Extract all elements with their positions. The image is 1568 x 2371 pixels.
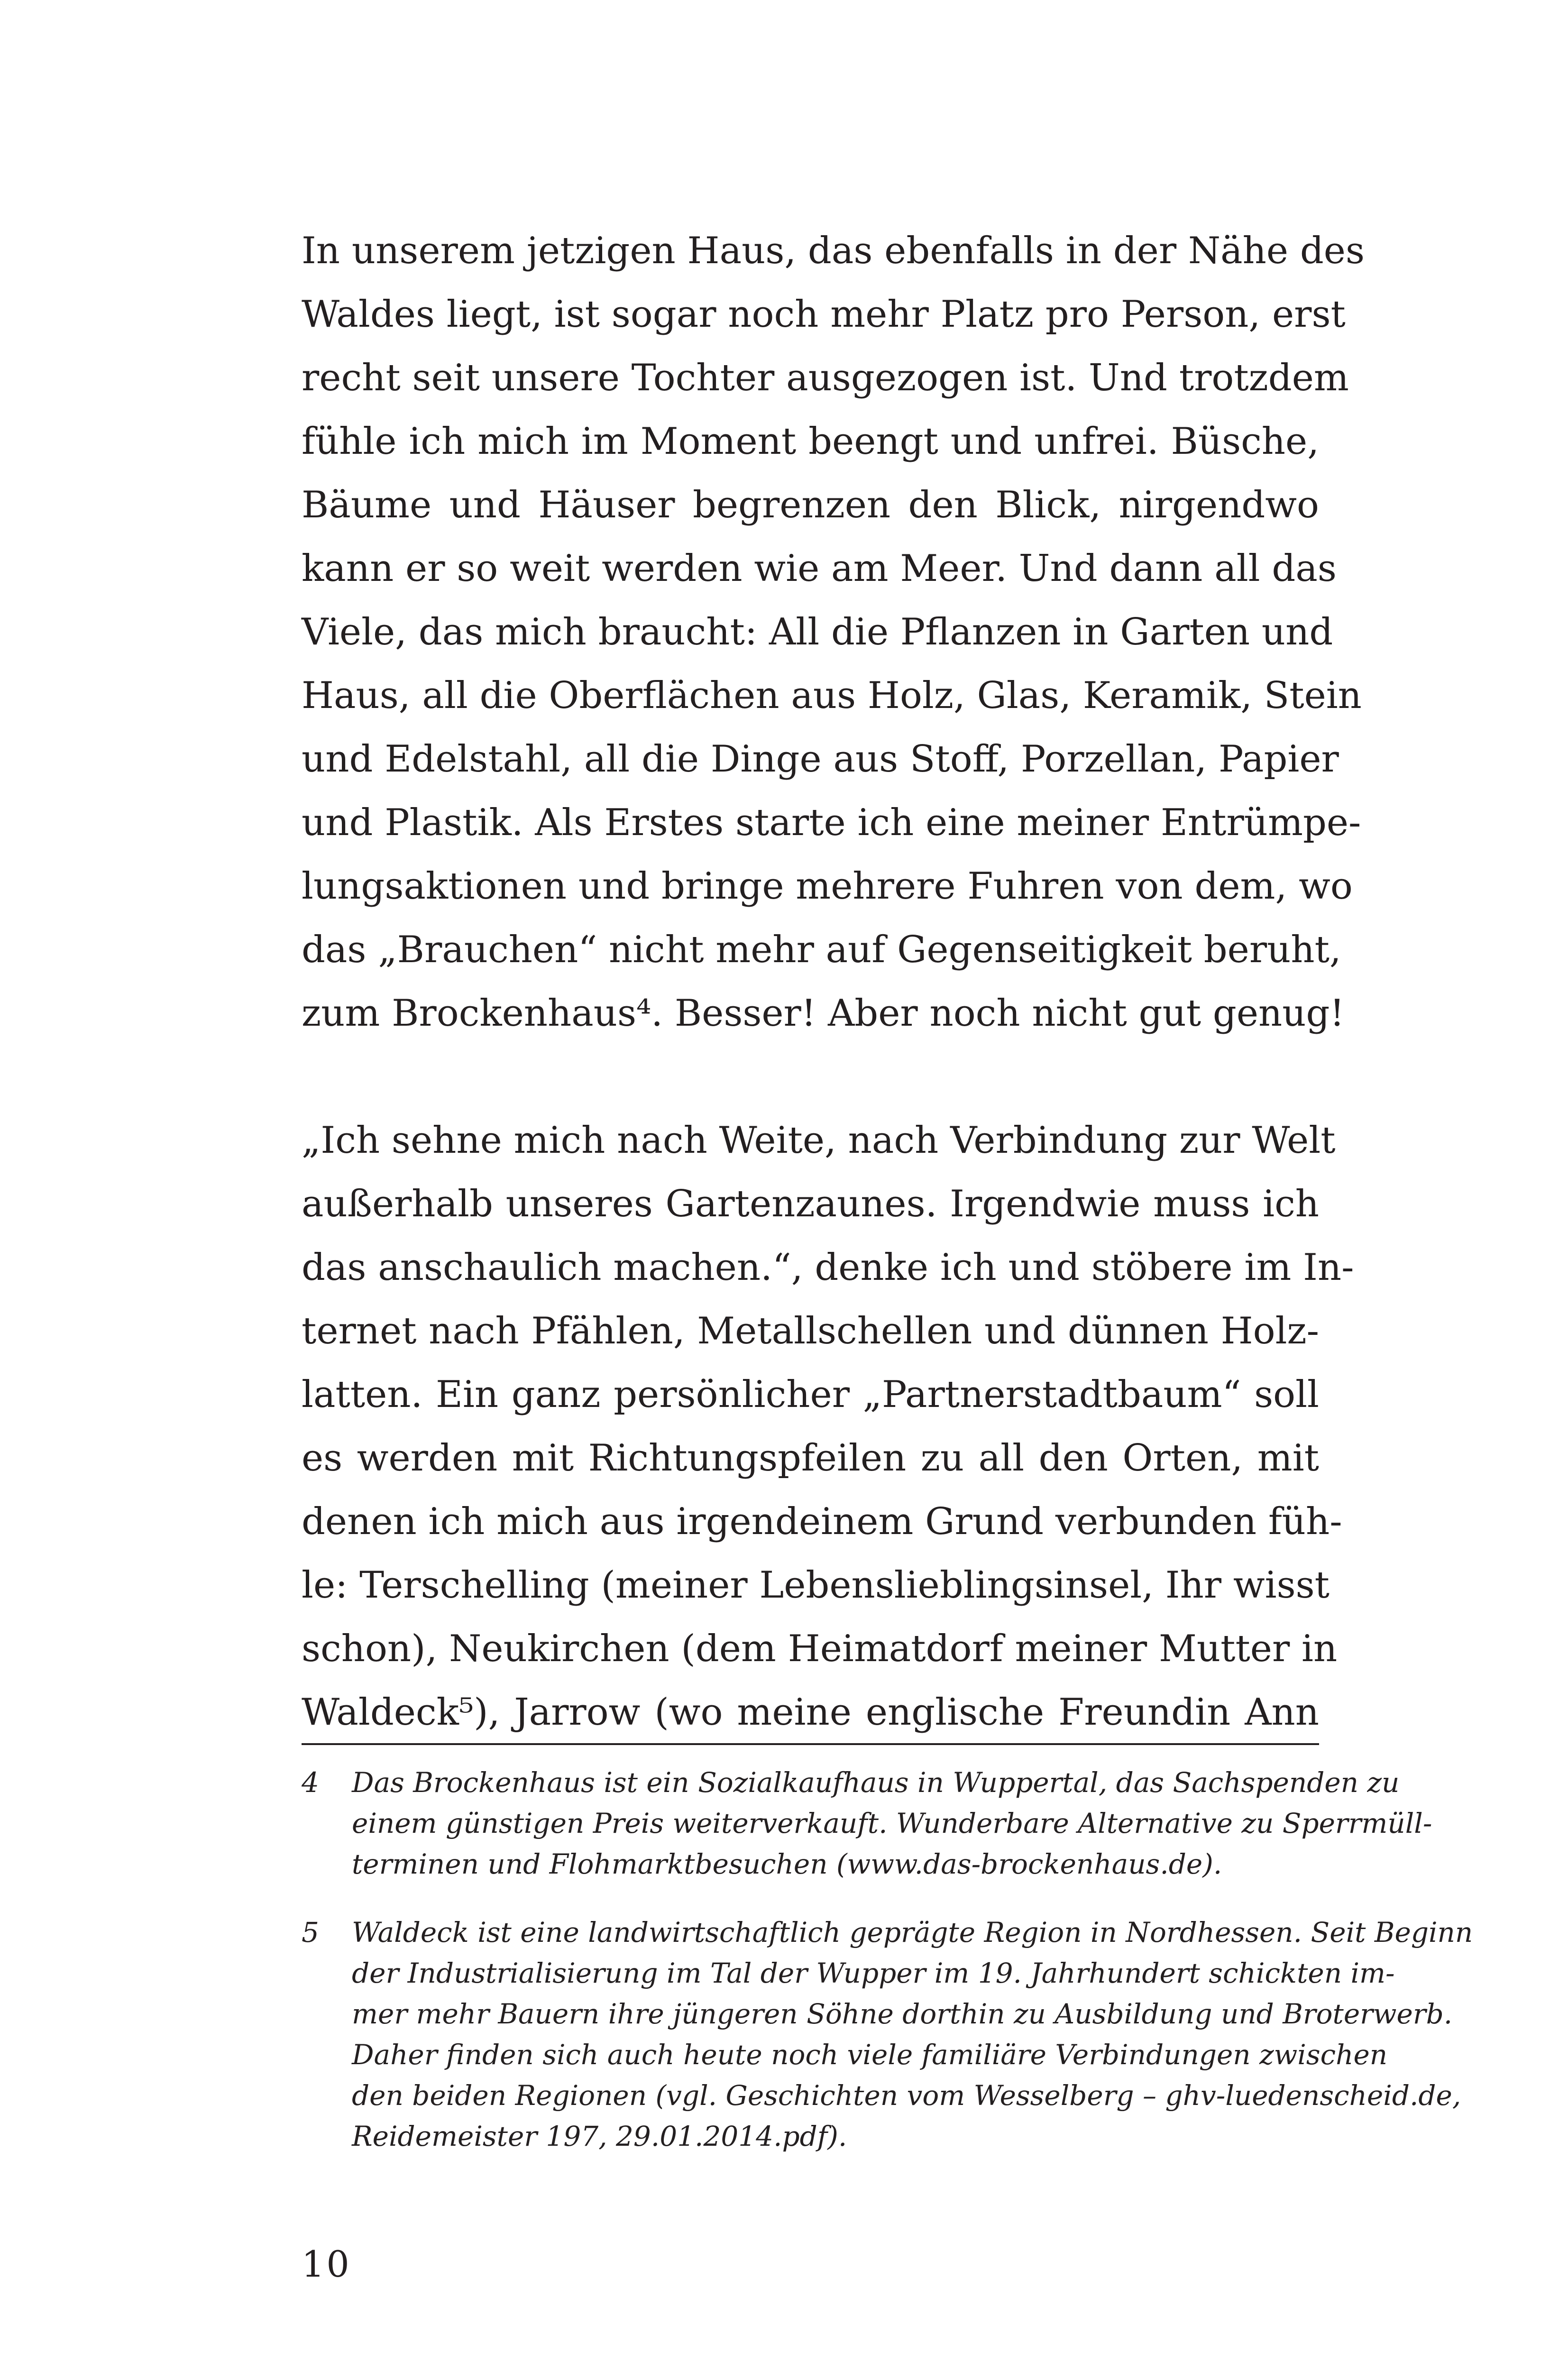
footnote-line: terminen und Flohmarktbesuchen (www.das-brockenhaus.de). [352, 1848, 1222, 1880]
paragraph-line: Waldeck⁵), Jarrow (wo meine englische Freundin Ann [302, 1691, 1319, 1734]
footnote-number: 4 [302, 1766, 319, 1799]
paragraph-line: fühle ich mich im Moment beengt und unfrei. Büsche, [302, 420, 1319, 463]
paragraph-line: das „Brauchen“ nicht mehr auf Gegenseitigkeit beruht, [302, 928, 1341, 971]
paragraph-line: In unserem jetzigen Haus, das ebenfalls in der Nähe des [302, 230, 1365, 272]
paragraph-line: latten. Ein ganz persönlicher „Partnerstadtbaum“ soll [302, 1373, 1319, 1416]
paragraph-line: und Edelstahl, all die Dinge aus Stoff, Porzellan, Papier [302, 738, 1339, 781]
paragraph-line: kann er so weit werden wie am Meer. Und dann all das [302, 547, 1337, 590]
footnote-line: Das Brockenhaus ist ein Sozialkaufhaus in Wuppertal, das Sachspenden zu [352, 1766, 1400, 1799]
page-number: 10 [302, 2243, 351, 2285]
paragraph-line: Haus, all die Oberflächen aus Holz, Glas, Keramik, Stein [302, 674, 1362, 717]
footnote-line: den beiden Regionen (vgl. Geschichten vom Wesselberg – ghv-luedenscheid.de, [352, 2079, 1461, 2112]
paragraph-line: und Plastik. Als Erstes starte ich eine meiner Entrümpe- [302, 801, 1361, 844]
footnote-line: mer mehr Bauern ihre jüngeren Söhne dorthin zu Ausbildung und Broterwerb. [352, 1998, 1453, 2030]
paragraph-line: das anschaulich machen.“, denke ich und stöbere im In- [302, 1246, 1354, 1289]
paragraph-line: denen ich mich aus irgendeinem Grund verbunden füh- [302, 1500, 1342, 1543]
paragraph-line: ternet nach Pfählen, Metallschellen und dünnen Holz- [302, 1310, 1319, 1352]
paragraph-line: recht seit unsere Tochter ausgezogen ist. Und trotzdem [302, 357, 1349, 399]
footnote-5 [302, 1912, 1473, 2157]
footnote-line: einem günstigen Preis weiterverkauft. Wunderbare Alternative zu Sperrmüll- [352, 1807, 1432, 1839]
paragraph-line: außerhalb unseres Gartenzaunes. Irgendwie muss ich [302, 1183, 1319, 1225]
paragraph-line: es werden mit Richtungspfeilen zu all den Orten, mit [302, 1437, 1319, 1480]
paragraph-line: schon), Neukirchen (dem Heimatdorf meiner Mutter in [302, 1627, 1338, 1670]
paragraph-line: „Ich sehne mich nach Weite, nach Verbindung zur Welt [302, 1119, 1336, 1162]
paragraph-line: Viele, das mich braucht: All die Pflanzen in Garten und [302, 611, 1333, 653]
paragraph-2 [302, 1109, 1354, 1744]
footnote-line: der Industrialisierung im Tal der Wupper im 19. Jahrhundert schickten im- [352, 1957, 1395, 1989]
paragraph-line: Bäume und Häuser begrenzen den Blick, nirgendwo [302, 484, 1319, 526]
paragraph-line: Waldes liegt, ist sogar noch mehr Platz pro Person, erst [302, 293, 1346, 336]
paragraph-line: zum Brockenhaus⁴. Besser! Aber noch nicht gut genug! [302, 992, 1345, 1035]
footnote-line: Daher finden sich auch heute noch viele familiäre Verbindungen zwischen [352, 2039, 1388, 2071]
footnote-line: Reidemeister 197, 29.01.2014.pdf). [352, 2120, 847, 2152]
footnote-divider [302, 1743, 1319, 1745]
footnote-line: Waldeck ist eine landwirtschaftlich geprägte Region in Nordhessen. Seit Beginn [352, 1916, 1473, 1948]
paragraph-line: le: Terschelling (meiner Lebenslieblingsinsel, Ihr wisst [302, 1564, 1330, 1607]
footnote-number: 5 [302, 1916, 319, 1948]
footnote-4 [302, 1762, 1432, 1884]
paragraph-line: lungsaktionen und bringe mehrere Fuhren von dem, wo [302, 865, 1353, 908]
paragraph-1 [302, 219, 1365, 1045]
